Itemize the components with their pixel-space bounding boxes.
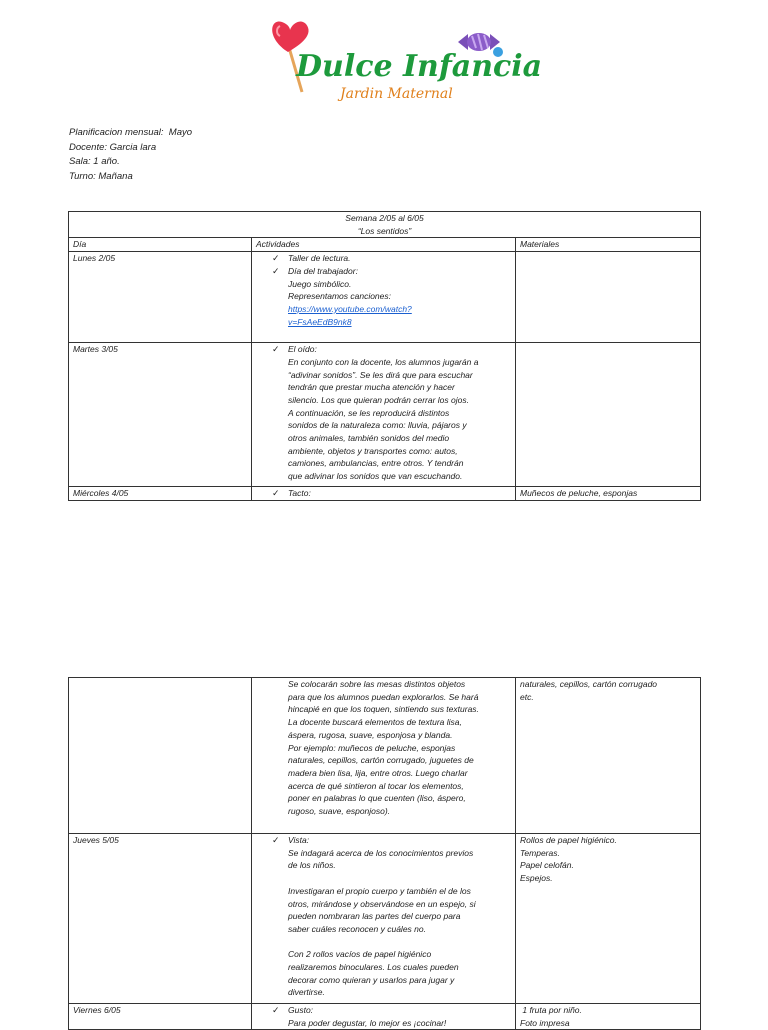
activity-line: Para poder degustar, lo mejor es ¡cocinar! <box>288 1017 447 1028</box>
activity-line: Por ejemplo: muñecos de peluche, esponjas <box>288 742 456 753</box>
activity-line: sonidos de la naturaleza como: lluvia, pájaros y <box>288 420 467 431</box>
materials-cell <box>516 1004 701 1030</box>
activity-line: divertirse. <box>288 987 325 998</box>
activity-line: acerca de qué sintieron al tocar los elementos, <box>288 780 464 791</box>
activities-cell <box>252 834 516 1004</box>
table-row <box>69 252 701 343</box>
activity-line: La docente buscará elementos de textura lisa, <box>288 717 462 728</box>
activity-line: ambiente, objetos y transportes como: autos, <box>288 445 458 456</box>
activity-line: de los niños. <box>288 860 336 871</box>
material-line: Espejos. <box>520 873 553 884</box>
col-header-materiales: Materiales <box>516 238 701 252</box>
activity-line: camiones, ambulancias, entre otros. Y tendrán <box>288 458 464 469</box>
activity-line: saber cuáles reconocen y cuáles no. <box>288 923 426 934</box>
table-row <box>69 1004 701 1030</box>
material-line: Papel celofán. <box>520 860 574 871</box>
activities-cell <box>252 252 516 343</box>
activity-line: pueden nombraran las partes del cuerpo para <box>288 911 461 922</box>
material-line: naturales, cepillos, cartón corrugado <box>520 679 658 689</box>
activity-line: madera bien lisa, lija, entre otros. Luego charlar <box>288 767 468 778</box>
day-cell: Jueves 5/05 <box>69 834 252 1004</box>
day-cell <box>69 678 252 834</box>
table-row <box>69 678 701 834</box>
activity-line: Se indagará acerca de los conocimientos previos <box>288 847 474 858</box>
day-cell: Viernes 6/05 <box>69 1004 252 1030</box>
table-row <box>69 487 701 501</box>
activity-line: áspera, rugosa, suave, esponjosa y blanda. <box>288 729 453 740</box>
activities-cell <box>252 678 516 834</box>
activity-line: hincapié en que los toquen, sintiendo sus texturas. <box>288 704 479 715</box>
material-line: etc. <box>520 691 534 702</box>
activity-line: silencio. Los que quieran podrán cerrar los ojos. <box>288 394 469 405</box>
heart-icon <box>272 21 308 52</box>
youtube-link-cont[interactable]: v=FsAeEdB9nk8 <box>288 316 352 327</box>
activity-line: decorar como quieran y usarlos para jugar y <box>288 974 455 985</box>
activity-line: Se colocarán sobre las mesas distintos objetos <box>288 679 466 689</box>
planning-table-continued <box>68 677 701 1030</box>
col-header-actividades: Actividades <box>252 238 516 252</box>
col-header-dia: Día <box>69 238 252 252</box>
activity-line: que adivinar los sonidos que van escuchando. <box>288 471 463 482</box>
activities-cell <box>252 1004 516 1030</box>
activity-line: A continuación, se les reproducirá distintos <box>288 407 450 418</box>
materials-cell <box>516 343 701 487</box>
blank-line <box>288 936 511 949</box>
material-line: 1 fruta por niño. <box>520 1005 582 1015</box>
materials-cell <box>516 252 701 343</box>
planning-table <box>68 211 701 501</box>
day-cell: Miércoles 4/05 <box>69 487 252 501</box>
youtube-link[interactable]: https://www.youtube.com/watch? <box>288 303 412 314</box>
activity-line: para que los alumnos puedan explorarlos. Se hará <box>288 691 479 702</box>
materials-cell: Muñecos de peluche, esponjas <box>516 487 701 501</box>
activity-line: “adivinar sonidos”. Se les dirá que para escuchar <box>288 369 473 380</box>
material-line: Temperas. <box>520 847 560 858</box>
activity-line: naturales, cepillos, cartón corrugado, juguetes de <box>288 755 474 766</box>
week-header-row <box>69 212 701 238</box>
week-title: Semana 2/05 al 6/05 <box>345 213 424 223</box>
material-line: Rollos de papel higiénico. <box>520 835 617 845</box>
activity-item: ✓ Tacto: <box>288 487 511 500</box>
material-line: Foto impresa <box>520 1017 570 1028</box>
week-header <box>69 212 701 238</box>
activity-line: rugoso, suave, esponjoso). <box>288 806 391 817</box>
classroom: Sala: 1 año. <box>69 156 120 167</box>
week-theme: “Los sentidos” <box>357 225 412 236</box>
activity-line: otros, mirándose y observándose en un espejo, si <box>288 898 476 909</box>
shift: Turno: Mañana <box>69 170 133 182</box>
planning-month: Planificacion mensual: Mayo <box>69 127 193 138</box>
materials-cell <box>516 678 701 834</box>
day-cell: Martes 3/05 <box>69 343 252 487</box>
activity-item: ✓ Gusto: <box>288 1004 511 1017</box>
table-row <box>69 343 701 487</box>
logo <box>262 14 543 106</box>
activities-cell <box>252 487 516 501</box>
materials-cell <box>516 834 701 1004</box>
activity-item: ✓ Taller de lectura. <box>288 252 511 265</box>
activity-line: realizaremos binoculares. Los cuales pueden <box>288 962 459 972</box>
logo-graphic <box>262 14 543 106</box>
teacher: Docente: Garcia lara <box>69 141 157 153</box>
activity-item: ✓ El oído: <box>288 343 511 356</box>
logo-title: Dulce Infancia <box>296 49 543 84</box>
activities-cell <box>252 343 516 487</box>
activity-line: otros animales, también sonidos del medio <box>288 433 450 444</box>
activity-item: ✓ Vista: <box>288 834 511 847</box>
activity-text: Juego simbólico. <box>288 278 352 289</box>
logo-subtitle: Jardin Maternal <box>340 86 453 102</box>
activity-line: Investigaran el propio cuerpo y también el de los <box>288 885 471 896</box>
activity-line: En conjunto con la docente, los alumnos jugarán a <box>288 356 479 367</box>
activity-line: Con 2 rollos vacíos de papel higiénico <box>288 949 432 960</box>
activity-text: Representamos canciones: <box>288 291 392 302</box>
activity-line: poner en palabras lo que cuenten (liso, áspero, <box>288 793 466 804</box>
column-header-row <box>69 238 701 252</box>
day-cell: Lunes 2/05 <box>69 252 252 343</box>
activity-line: tendrán que prestar mucha atención y hacer <box>288 382 455 393</box>
activity-item: ✓ Día del trabajador: <box>288 265 511 278</box>
blank-line <box>288 872 511 885</box>
table-row <box>69 834 701 1004</box>
header-info <box>69 126 192 184</box>
